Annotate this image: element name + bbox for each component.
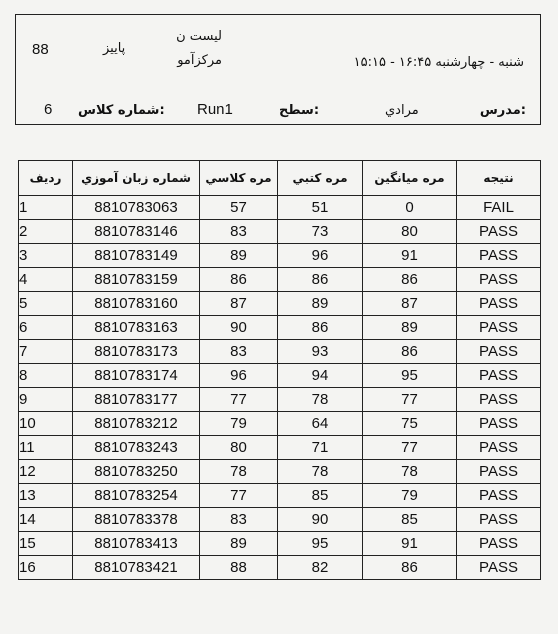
class-score-cell: 90	[200, 316, 278, 340]
written-cell: 86	[278, 316, 363, 340]
header-result: نتيجه	[457, 161, 541, 196]
result-cell: PASS	[457, 460, 541, 484]
table-header-row	[19, 161, 541, 196]
table-row	[19, 220, 541, 244]
student-id-cell: 8810783177	[73, 388, 200, 412]
class-score-cell: 77	[200, 388, 278, 412]
student-id-cell: 8810783250	[73, 460, 200, 484]
class-score-cell: 89	[200, 532, 278, 556]
average-cell: 89	[363, 316, 457, 340]
report-title: لیست ن	[176, 29, 222, 44]
average-cell: 78	[363, 460, 457, 484]
class-score-cell: 89	[200, 244, 278, 268]
class-score-cell: 79	[200, 412, 278, 436]
row-number-cell: 5	[19, 292, 73, 316]
result-cell: PASS	[457, 436, 541, 460]
result-cell: PASS	[457, 388, 541, 412]
class-score-cell: 78	[200, 460, 278, 484]
table-row	[19, 532, 541, 556]
student-id-cell: 8810783163	[73, 316, 200, 340]
result-cell: PASS	[457, 484, 541, 508]
table-row	[19, 508, 541, 532]
class-score-cell: 77	[200, 484, 278, 508]
result-cell: PASS	[457, 556, 541, 580]
header-box	[15, 14, 541, 125]
table-row	[19, 196, 541, 220]
row-number-cell: 11	[19, 436, 73, 460]
row-number-cell: 6	[19, 316, 73, 340]
result-cell: PASS	[457, 508, 541, 532]
average-cell: 91	[363, 532, 457, 556]
average-cell: 95	[363, 364, 457, 388]
written-cell: 94	[278, 364, 363, 388]
teacher-name: مرادي	[385, 103, 419, 118]
student-id-cell: 8810783173	[73, 340, 200, 364]
written-cell: 90	[278, 508, 363, 532]
average-cell: 86	[363, 268, 457, 292]
student-id-cell: 8810783421	[73, 556, 200, 580]
written-cell: 78	[278, 460, 363, 484]
average-cell: 86	[363, 556, 457, 580]
teacher-label: مدرس:	[479, 103, 526, 118]
average-cell: 80	[363, 220, 457, 244]
center-name: مرکزآمو	[177, 53, 222, 68]
class-score-cell: 86	[200, 268, 278, 292]
written-cell: 89	[278, 292, 363, 316]
table-row	[19, 316, 541, 340]
written-cell: 85	[278, 484, 363, 508]
table-row	[19, 364, 541, 388]
average-cell: 79	[363, 484, 457, 508]
table-row	[19, 436, 541, 460]
level-value: Run1	[197, 101, 233, 118]
student-id-cell: 8810783149	[73, 244, 200, 268]
row-number-cell: 1	[19, 196, 73, 220]
student-id-cell: 8810783212	[73, 412, 200, 436]
header-written: مره كتبي	[278, 161, 363, 196]
table-row	[19, 340, 541, 364]
row-number-cell: 16	[19, 556, 73, 580]
average-cell: 85	[363, 508, 457, 532]
row-number-cell: 7	[19, 340, 73, 364]
written-cell: 96	[278, 244, 363, 268]
written-cell: 78	[278, 388, 363, 412]
result-cell: PASS	[457, 292, 541, 316]
row-number-cell: 14	[19, 508, 73, 532]
header-student-id: شماره زبان آموزي	[73, 161, 200, 196]
class-score-cell: 80	[200, 436, 278, 460]
row-number-cell: 13	[19, 484, 73, 508]
class-number: 6	[44, 101, 53, 118]
student-id-cell: 8810783146	[73, 220, 200, 244]
table-row	[19, 292, 541, 316]
result-cell: PASS	[457, 532, 541, 556]
written-cell: 86	[278, 268, 363, 292]
row-number-cell: 8	[19, 364, 73, 388]
table-row	[19, 484, 541, 508]
class-score-cell: 88	[200, 556, 278, 580]
class-score-cell: 83	[200, 340, 278, 364]
row-number-cell: 10	[19, 412, 73, 436]
written-cell: 64	[278, 412, 363, 436]
scores-table	[18, 160, 541, 580]
student-id-cell: 8810783243	[73, 436, 200, 460]
class-score-cell: 96	[200, 364, 278, 388]
class-score-cell: 57	[200, 196, 278, 220]
average-cell: 75	[363, 412, 457, 436]
row-number-cell: 3	[19, 244, 73, 268]
term-code: 88	[32, 41, 49, 58]
table-row	[19, 388, 541, 412]
student-id-cell: 8810783413	[73, 532, 200, 556]
table-row	[19, 244, 541, 268]
average-cell: 87	[363, 292, 457, 316]
student-id-cell: 8810783378	[73, 508, 200, 532]
average-cell: 77	[363, 436, 457, 460]
header-row-number: رديف	[19, 161, 73, 196]
result-cell: PASS	[457, 364, 541, 388]
average-cell: 0	[363, 196, 457, 220]
row-number-cell: 15	[19, 532, 73, 556]
average-cell: 86	[363, 340, 457, 364]
term-name: پاییز	[103, 41, 126, 56]
header-class-score: مره كلاسي	[200, 161, 278, 196]
class-score-cell: 87	[200, 292, 278, 316]
student-id-cell: 8810783160	[73, 292, 200, 316]
written-cell: 71	[278, 436, 363, 460]
student-id-cell: 8810783063	[73, 196, 200, 220]
student-id-cell: 8810783159	[73, 268, 200, 292]
written-cell: 82	[278, 556, 363, 580]
result-cell: FAIL	[457, 196, 541, 220]
student-id-cell: 8810783174	[73, 364, 200, 388]
row-number-cell: 12	[19, 460, 73, 484]
result-cell: PASS	[457, 316, 541, 340]
class-number-label: شماره کلاس:	[78, 103, 165, 118]
class-score-cell: 83	[200, 508, 278, 532]
student-id-cell: 8810783254	[73, 484, 200, 508]
table-row	[19, 412, 541, 436]
table-row	[19, 460, 541, 484]
header-average: مره ميانگين	[363, 161, 457, 196]
written-cell: 51	[278, 196, 363, 220]
result-cell: PASS	[457, 244, 541, 268]
result-cell: PASS	[457, 220, 541, 244]
written-cell: 73	[278, 220, 363, 244]
class-score-cell: 83	[200, 220, 278, 244]
row-number-cell: 4	[19, 268, 73, 292]
table-row	[19, 556, 541, 580]
table-row	[19, 268, 541, 292]
class-schedule: شنبه - چهارشنبه ۱۶:۴۵ - ۱۵:۱۵	[353, 55, 524, 70]
average-cell: 77	[363, 388, 457, 412]
result-cell: PASS	[457, 412, 541, 436]
written-cell: 93	[278, 340, 363, 364]
level-label: سطح:	[279, 103, 320, 118]
written-cell: 95	[278, 532, 363, 556]
row-number-cell: 9	[19, 388, 73, 412]
row-number-cell: 2	[19, 220, 73, 244]
result-cell: PASS	[457, 340, 541, 364]
average-cell: 91	[363, 244, 457, 268]
result-cell: PASS	[457, 268, 541, 292]
